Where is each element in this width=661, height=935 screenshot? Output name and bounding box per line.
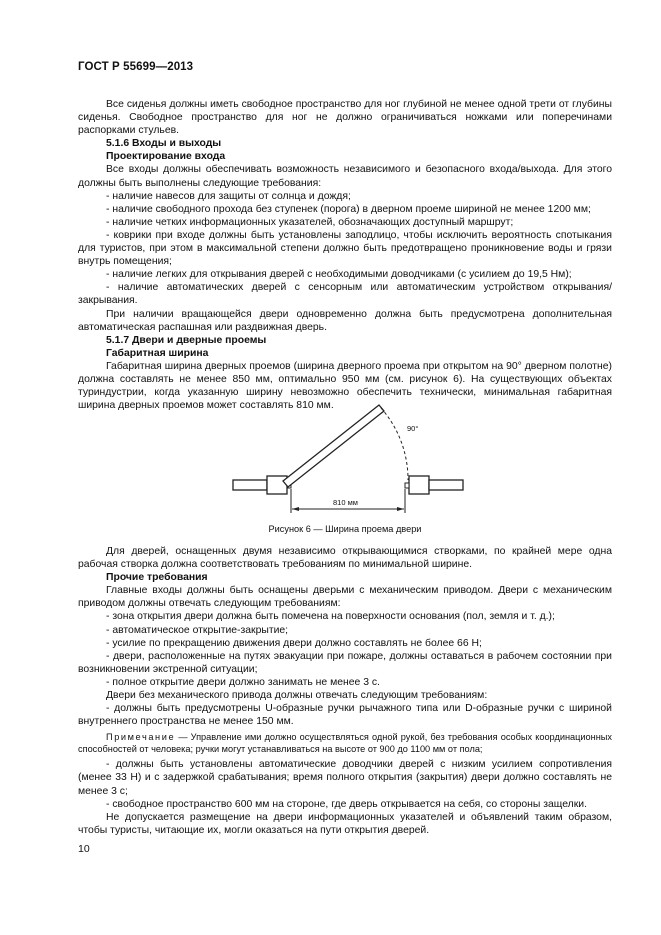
section-heading-5-1-6: 5.1.6 Входы и выходы (106, 138, 222, 150)
paragraph: Не допускается размещение на двери информационных указателей и объявлений таким образом, чтобы туристы, читающие их, могли оказаться на пути открытия дверей. (78, 811, 612, 836)
paragraph: Габаритная ширина дверных проемов (ширина дверного проема при открытом на 90° дверном полотне) должна составлять не менее 850 мм, оптимально 950 мм (см. рисунок 6). На существующих объектах туриндустрии, когда указанную ширину невозможно обеспечить технически, минимальная габаритная ширина дверных проемов может составлять 810 мм. (78, 360, 612, 412)
section-heading-5-1-7: 5.1.7 Двери и дверные проемы (106, 334, 267, 346)
list-item: - наличие навесов для защиты от солнца и дождя; (106, 190, 351, 202)
door-width-figure (225, 403, 475, 513)
list-item: - наличие автоматических дверей с сенсорным или автоматическим устройством открывания/закрывания. (78, 282, 612, 307)
paragraph: Все сиденья должны иметь свободное пространство для ног глубиной не менее одной трети от глубины сиденья. Свободное пространство для ног не должно ограничиваться ножками или поперечинами распорками стульев. (78, 99, 612, 137)
list-item: - двери, расположенные на путях эвакуации при пожаре, должны оставаться в рабочем состоянии при возникновении экстренной ситуации; (78, 650, 612, 675)
list-item: - наличие четких информационных указателей, обозначающих доступный маршрут; (106, 216, 514, 228)
door-leaf (283, 405, 384, 487)
paragraph: Двери без механического привода должны отвечать следующим требованиям: (106, 690, 488, 702)
list-item: - усилие по прекращению движения двери должно составлять не более 66 Н; (106, 637, 482, 649)
note-label: Примечание (106, 732, 176, 743)
list-item: - свободное пространство 600 мм на стороне, где дверь открывается на себя, со стороны защелки. (106, 798, 587, 810)
list-item: - зона открытия двери должна быть помечена на поверхности основания (пол, земля и т. д.); (106, 611, 555, 623)
list-item: - наличие свободного прохода без ступенек (порога) в дверном проеме шириной не менее 1200 мм; (106, 203, 591, 215)
note (78, 731, 612, 755)
right-wall (429, 480, 463, 490)
subheading-other-requirements: Прочие требования (106, 572, 208, 584)
left-wall (233, 480, 267, 490)
door-swing-arc (381, 408, 408, 480)
dimension-arrow-right (397, 507, 404, 511)
angle-label: 90° (407, 424, 419, 433)
note-text: — Управление ими должно осуществляться одной рукой, без требования особых координационных способностей от человека; ручки могут устанавливаться на высоте от 900 до 1100 мм от пола; (78, 732, 612, 755)
subheading-entrance-design: Проектирование входа (106, 151, 226, 163)
paragraph: При наличии вращающейся двери одновременно должна быть предусмотрена дополнительная автоматическая распашная или раздвижная дверь. (78, 308, 612, 333)
latch-stop (405, 483, 409, 488)
subheading-clear-width: Габаритная ширина (106, 347, 209, 359)
page-number: 10 (78, 843, 90, 855)
dimension-label: 810 мм (333, 498, 358, 507)
list-item: - наличие легких для открывания дверей с необходимыми доводчиками (с усилием до 19,5 Нм); (106, 269, 572, 281)
list-item: - полное открытие двери должно занимать не менее 3 с. (106, 676, 380, 688)
right-door-frame (409, 476, 429, 494)
paragraph: Для дверей, оснащенных двумя независимо открывающимися створками, по крайней мере одна рабочая створка должна соответствовать требованиям по минимальной ширине. (78, 546, 612, 571)
text-block-lower (78, 545, 612, 837)
paragraph: Главные входы должны быть оснащены дверьми с механическим приводом. Двери с механическим приводом должны отвечать следующим требованиям: (78, 585, 612, 610)
list-item: - коврики при входе должны быть установлены заподлицо, чтобы исключить вероятность спотыкания для туристов, при этом в максимальной степени должно быть предотвращено проникновение воды и грязи внутрь помещения; (78, 229, 612, 268)
figure-caption: Рисунок 6 — Ширина проема двери (268, 524, 422, 534)
text-block-upper (78, 98, 612, 412)
dimension-arrow-left (292, 507, 299, 511)
list-item: - автоматическое открытие-закрытие; (106, 624, 289, 636)
document-header: ГОСТ Р 55699—2013 (78, 61, 194, 73)
paragraph: Все входы должны обеспечивать возможность независимого и безопасного входа/выхода. Для этого должны быть выполнены следующие требования: (78, 164, 612, 189)
list-item: - должны быть установлены автоматические доводчики дверей с низким усилием сопротивления (менее 33 Н) и с задержкой срабатывания; время полного открытия (закрытия) двери должно составлять не менее 3 с; (78, 759, 612, 797)
left-door-frame (267, 476, 287, 494)
list-item: - должны быть предусмотрены U-образные ручки рычажного типа или D-образные ручки с шириной внутреннего пространства не менее 150 мм. (78, 703, 612, 728)
